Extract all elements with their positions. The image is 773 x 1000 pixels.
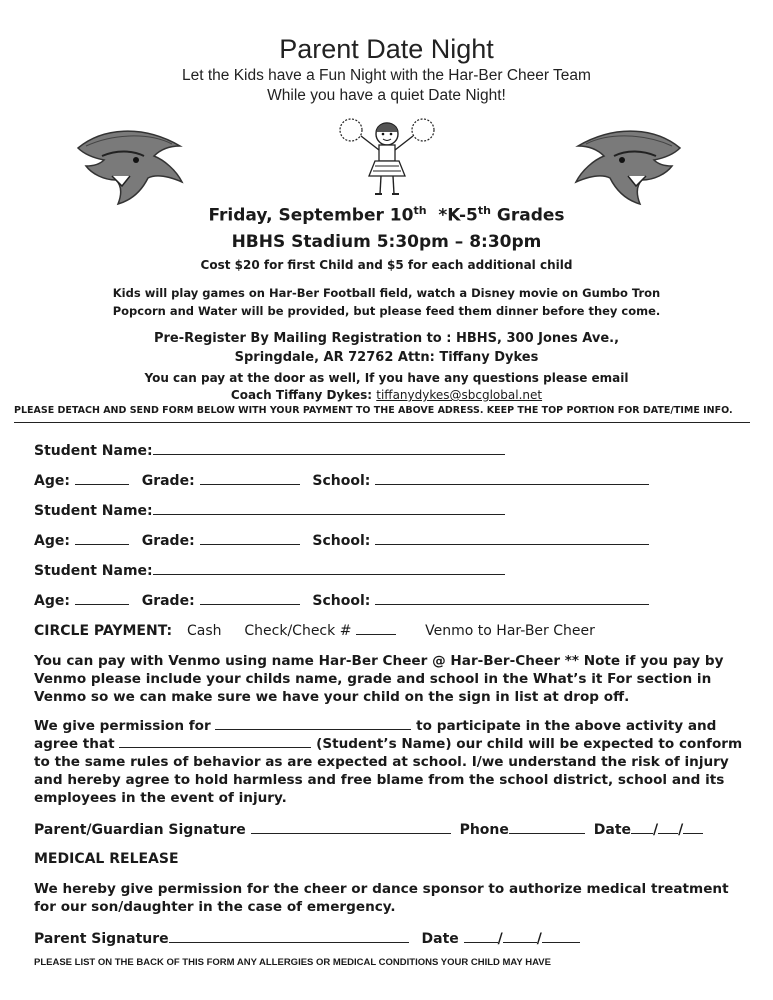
venmo-note: You can pay with Venmo using name Har-Ber Cheer @ Har-Ber-Cheer ** Note if you pay by Venmo please include your childs name, grade and school in the What’s it For section in Venmo so we can make sure we have your child on the sign in list at drop off. [34,653,724,705]
student-details-row-2: Age: Grade: School: [34,532,649,549]
school-field-2[interactable] [375,532,649,545]
payment-label: CIRCLE PAYMENT: [34,623,173,639]
coach-email-link[interactable]: tiffanydykes@sbcglobal.net [376,388,543,402]
subtitle-line-1: Let the Kids have a Fun Night with the Har-Ber Cheer Team [182,67,591,84]
age-field-3[interactable] [75,592,129,605]
permission-paragraph: We give permission for to participate in the above activity and agree that (Student’s Name) our child will be expected to conform to the same rules of behavior as are expected at school. I/we understand the risk of injury and hereby agree to hold harmless and free blame from the school district, school and its employees in the event of injury. [34,718,743,806]
wildcat-head-icon [72,116,192,206]
medical-release-heading: MEDICAL RELEASE [34,851,179,867]
wildcat-head-icon [566,116,686,206]
parent-date-year-field[interactable] [542,930,580,943]
detach-divider [14,422,750,423]
registration-line-3: You can pay at the door as well, If you have any questions please email [144,371,629,385]
registration-contact [0,388,773,402]
subtitle-line-2: While you have a quiet Date Night! [267,87,506,104]
coach-label: Coach Tiffany Dykes: [230,388,373,402]
guardian-signature-row: Parent/Guardian Signature Phone Date / / [34,821,703,838]
student-row-2: Student Name: [34,502,505,519]
detach-note: PLEASE DETACH AND SEND FORM BELOW WITH YOUR PAYMENT TO THE ABOVE ADRESS. KEEP THE TOP PORTION FOR DATE/TIME INFO. [14,405,733,416]
event-description-1: Kids will play games on Har-Ber Football field, watch a Disney movie on Gumbo Tron [112,286,661,300]
payment-option-venmo[interactable]: Venmo to Har-Ber Cheer [425,623,595,639]
student-row-1: Student Name: [34,442,505,459]
page-title: Parent Date Night [279,34,494,64]
payment-row [34,622,595,639]
grade-field-2[interactable] [200,532,300,545]
parent-date-day-field[interactable] [503,930,537,943]
medical-release-text: We hereby give permission for the cheer or dance sponsor to authorize medical treatment for our son/daughter in the case of emergency. [34,881,729,915]
student-row-3: Student Name: [34,562,505,579]
event-location-time: HBHS Stadium 5:30pm – 8:30pm [231,232,542,252]
cheerleader-icon [337,114,437,200]
date-month-field[interactable] [631,821,653,834]
grade-field-1[interactable] [200,472,300,485]
student-name-field-3[interactable] [153,562,505,575]
registration-line-2: Springdale, AR 72762 Attn: Tiffany Dykes [234,350,539,365]
parent-signature-row: Parent Signature Date / / [34,930,580,947]
parent-date-month-field[interactable] [464,930,498,943]
permission-child-field[interactable] [215,719,411,730]
guardian-signature-field[interactable] [251,821,451,834]
student-name-field-2[interactable] [153,502,505,515]
permission-student-field[interactable] [119,737,311,748]
phone-field[interactable] [509,821,585,834]
event-cost: Cost $20 for first Child and $5 for each additional child [200,258,573,272]
school-field-3[interactable] [375,592,649,605]
parent-signature-field[interactable] [169,930,409,943]
grade-field-3[interactable] [200,592,300,605]
event-description-2: Popcorn and Water will be provided, but please feed them dinner before they come. [112,304,661,318]
registration-line-1: Pre-Register By Mailing Registration to : HBHS, 300 Jones Ave., [153,331,620,346]
event-date-grades: Friday, September 10th *K-5th Grades [208,204,565,226]
age-field-2[interactable] [75,532,129,545]
payment-option-check[interactable]: Check/Check # [244,623,352,639]
check-number-field[interactable] [356,622,396,635]
school-field-1[interactable] [375,472,649,485]
payment-option-cash[interactable]: Cash [186,623,222,639]
date-year-field[interactable] [683,821,703,834]
student-details-row-1: Age: Grade: School: [34,472,649,489]
student-details-row-3: Age: Grade: School: [34,592,649,609]
age-field-1[interactable] [75,472,129,485]
footer-note: PLEASE LIST ON THE BACK OF THIS FORM ANY ALLERGIES OR MEDICAL CONDITIONS YOUR CHILD MAY HAVE [34,957,551,968]
student-name-field-1[interactable] [153,442,505,455]
date-day-field[interactable] [658,821,678,834]
